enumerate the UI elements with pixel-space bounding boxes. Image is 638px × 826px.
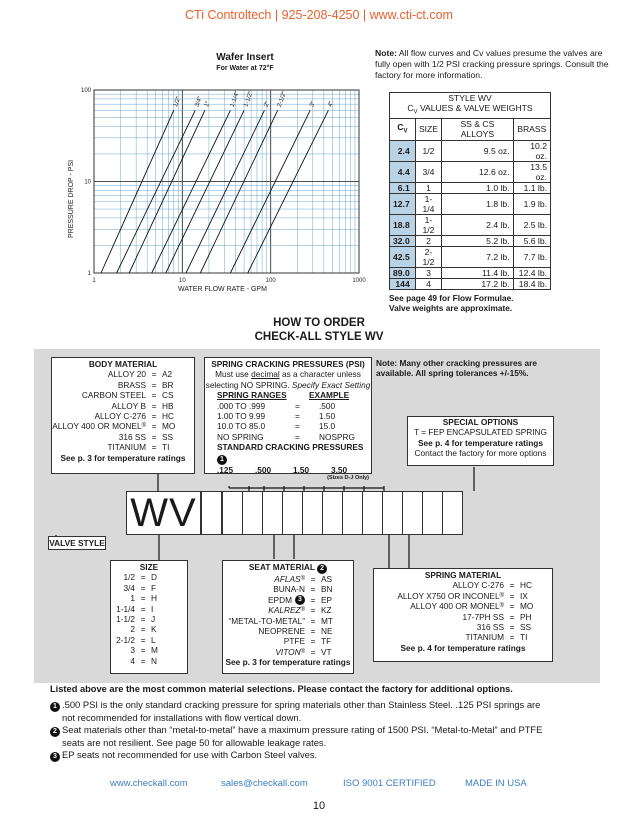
cv-cell: 4.4 <box>390 161 416 182</box>
footnote-marker-1-icon: 1 <box>217 455 227 465</box>
cv-cell: 12.6 oz. <box>442 161 513 182</box>
cv-cell: 5.6 lb. <box>513 235 550 246</box>
footnote-number-icon: 3 <box>50 752 60 762</box>
y-tick-label: 1 <box>87 271 91 277</box>
material-row: 2 = K <box>130 624 157 635</box>
y-axis-label: PRESSURE DROP - PSI <box>68 159 75 238</box>
code-boxes <box>126 491 500 535</box>
y-tick-label: 100 <box>80 88 91 94</box>
cv-cell: 5.2 lb. <box>442 235 513 246</box>
curve-line <box>129 110 205 273</box>
seat-material-box <box>222 560 354 674</box>
page-number: 10 <box>312 800 326 812</box>
flow-chart <box>60 78 375 298</box>
material-row: 3 = M <box>130 645 158 656</box>
material-row: ALLOY C-276 = HC <box>94 411 174 422</box>
material-row: 316 SS = SS <box>118 431 174 442</box>
footnote: 3 EP seats not recommended for use with Carbon Steel valves. <box>50 749 616 762</box>
material-row: 2-1/2 = L <box>116 634 156 645</box>
material-row: 17-7PH SS = PH <box>462 611 532 622</box>
cv-cell: 18.8 <box>390 214 416 235</box>
material-row: 1 = H <box>130 593 157 604</box>
size-title: SIZE <box>139 562 159 572</box>
code-cell <box>382 491 403 535</box>
cv-cell: 2.4 lb. <box>442 214 513 235</box>
range-row: 1.00 TO 9.99 = 1.50 <box>217 411 336 422</box>
cv-cell: 12.7 <box>390 193 416 214</box>
cv-row <box>390 214 551 235</box>
curve-line <box>186 110 264 273</box>
cv-cell: 3/4 <box>415 161 442 182</box>
special-options-title: SPECIAL OPTIONS <box>442 417 519 427</box>
note-text: All flow curves and Cv values presume the valves are fully open with 1/2 PSI cracking pressure springs. Consult the factory for more information. <box>375 48 609 80</box>
cv-cell: 11.4 lb. <box>442 267 513 278</box>
curve-label: 3/4" <box>193 95 204 108</box>
cv-cell: 1-1/2 <box>415 214 442 235</box>
std-title: STANDARD CRACKING PRESSURES <box>217 442 364 453</box>
registered-icon: ® <box>300 607 305 614</box>
range-row: .000 TO .999 = .500 <box>217 400 336 411</box>
footnote-number-icon: 1 <box>50 702 60 712</box>
cv-table <box>389 92 551 290</box>
cv-cell: 1.9 lb. <box>513 193 550 214</box>
spring-material-foot: See p. 4 for temperature ratings <box>400 642 526 653</box>
footnote-marker-3-icon: 3 <box>295 595 305 605</box>
material-row: 3/4 = F <box>123 582 157 593</box>
material-row: ALLOY B = HB <box>111 400 174 411</box>
material-row: CARBON STEEL = CS <box>81 390 174 401</box>
material-row: AFLAS ® = AS <box>274 574 333 584</box>
body-material-box <box>51 357 195 474</box>
footnote-marker-2-icon: 2 <box>317 564 327 574</box>
x-tick-label: 1000 <box>352 278 366 284</box>
cv-row <box>390 235 551 246</box>
code-cell <box>262 491 283 535</box>
curve-line <box>248 110 329 273</box>
curve-label: 1/2" <box>172 95 183 108</box>
curve-label: 3" <box>308 100 317 108</box>
footnote-cont: not recommended for installations with flow vertical down. <box>62 712 302 723</box>
cv-row <box>390 246 551 267</box>
code-cell <box>422 491 443 535</box>
seat-material-title: SEAT MATERIAL <box>248 562 315 572</box>
code-cell <box>322 491 343 535</box>
material-row: KALREZ ® = KZ <box>268 605 332 616</box>
footnotes <box>50 699 616 762</box>
material-row: 1-1/4 = I <box>116 603 154 614</box>
note-label: Note: <box>375 48 397 58</box>
curve-label: 4" <box>326 100 336 108</box>
code-cell <box>402 491 423 535</box>
valve-style-label: VALVE STYLE <box>49 538 105 548</box>
code-cell <box>302 491 323 535</box>
material-row: NEOPRENE = NE <box>258 626 333 637</box>
cv-cell: 2.4 <box>390 140 416 161</box>
cv-cell: 89.0 <box>390 267 416 278</box>
curve-label: 2" <box>262 100 272 108</box>
y-tick-label: 10 <box>84 179 91 186</box>
cv-title1: STYLE WV <box>390 93 551 104</box>
col-brass: BRASS <box>513 118 550 140</box>
cv-cell: 18.4 lb. <box>513 278 550 289</box>
code-cell <box>222 491 243 535</box>
cv-cell: 1/2 <box>415 140 442 161</box>
cv-cell: 2.5 lb. <box>513 214 550 235</box>
cv-cell: 42.5 <box>390 246 416 267</box>
footer-made: MADE IN USA <box>465 778 527 789</box>
cv-row <box>390 140 551 161</box>
footnote: 2 Seat materials other than “metal-to-metal” have a maximum pressure rating of 1500 PSI. “Metal-to-Metal” and PTFE <box>50 724 616 737</box>
chart-subtitle: For Water at 72°F <box>216 65 274 72</box>
cv-row <box>390 182 551 193</box>
cv-cell: 1.1 lb. <box>513 182 550 193</box>
registered-icon: ® <box>499 603 504 610</box>
x-axis-label: WATER FLOW RATE - GPM <box>178 286 267 293</box>
cv-cell: 32.0 <box>390 235 416 246</box>
cv-cell: 144 <box>390 278 416 289</box>
registered-icon: ® <box>300 648 305 655</box>
curve-label: 2-1/2" <box>275 90 289 108</box>
footer-iso: ISO 9001 CERTIFIED <box>343 778 436 789</box>
material-row: 1-1/2 = J <box>116 614 156 625</box>
cv-cell: 1.8 lb. <box>442 193 513 214</box>
material-row: BUNA-N = BN <box>273 584 333 595</box>
range-row: 10.0 TO 85.0 = 15.0 <box>217 421 336 432</box>
sizes-note: (Sizes D-J Only) <box>327 475 369 482</box>
x-tick-label: 100 <box>265 278 276 284</box>
cv-cell: 6.1 <box>390 182 416 193</box>
order-title: HOW TO ORDER CHECK-ALL STYLE WV <box>254 317 384 343</box>
material-row: PTFE = TF <box>283 636 332 647</box>
cv-cell: 10.2 oz. <box>513 140 550 161</box>
material-row: TITANIUM = TI <box>107 442 170 453</box>
flow-note <box>375 48 615 81</box>
footer-email[interactable]: sales@checkall.com <box>221 778 308 789</box>
material-row: 4 = N <box>130 655 157 666</box>
cv-cell: 2 <box>415 235 442 246</box>
material-row: ALLOY X750 OR INCONEL ® = IX <box>397 590 528 601</box>
col-cv: $C_V$ <box>390 118 416 140</box>
spring-pressures-title: SPRING CRACKING PRESSURES (PSI) <box>211 359 365 369</box>
cv-cell: 7.7 lb. <box>513 246 550 267</box>
cv-cell: 12.4 lb. <box>513 267 550 278</box>
curve-label: 1" <box>203 100 212 108</box>
material-row: ALLOY 20 = A2 <box>107 369 173 380</box>
cv-cell: 1-1/4 <box>415 193 442 214</box>
material-row: 316 SS = SS <box>476 622 532 633</box>
x-tick-label: 10 <box>178 278 186 284</box>
listed-note: Listed above are the most common material selections. Please contact the factory for additional options. <box>50 684 513 694</box>
cv-cell: 1.0 lb. <box>442 182 513 193</box>
spring-material-title: SPRING MATERIAL <box>424 570 502 580</box>
note2: Note: Many other cracking pressures are available. All spring tolerances +/-15%. <box>376 358 537 379</box>
code-cell <box>282 491 303 535</box>
cv-cell: 17.2 lb. <box>442 278 513 289</box>
code-cell <box>342 491 363 535</box>
cv-cell: 9.5 oz. <box>442 140 513 161</box>
cv-footer2: Valve weights are approximate. <box>389 303 513 314</box>
material-row: BRASS = BR <box>117 379 174 390</box>
material-row: ALLOY 400 OR MONEL ® = MO <box>52 421 176 432</box>
cv-cell: 7.2 lb. <box>442 246 513 267</box>
code-cell <box>362 491 383 535</box>
curve-line <box>166 110 244 273</box>
material-row: ALLOY C-276 = HC <box>452 580 532 591</box>
special-options-box: SPECIAL OPTIONS T = FEP ENCAPSULATED SPRING See p. 4 for temperature ratings Contact the factory for more options <box>407 416 554 466</box>
header-contact: CTi Controltech | 925-208-4250 | www.cti-ct.com <box>185 8 453 22</box>
col-size: SIZE <box>415 118 442 140</box>
footnote: 1 .500 PSI is the only standard cracking pressure for spring materials other than Stainless Steel. .125 PSI springs are <box>50 699 616 712</box>
code-wv: WV <box>126 491 201 535</box>
col-ss: SS & CS ALLOYS <box>442 118 513 140</box>
std-value: 1.50 <box>293 464 310 475</box>
cv-cell: 3 <box>415 267 442 278</box>
cv-row <box>390 278 551 289</box>
chart-curve-labels <box>172 90 335 108</box>
code-cell <box>201 491 222 535</box>
chart-curves <box>101 110 328 273</box>
cv-row <box>390 161 551 182</box>
cv-footer1: See page 49 for Flow Formulae. <box>389 292 514 303</box>
std-value: .125 <box>217 464 234 475</box>
spring-pressures-box: SPRING CRACKING PRESSURES (PSI) Must use decimal as a character unless selecting NO SPRING. Specify Exact Setting SPRING RANGES EXAMPLE .000 TO .999 = .500 1.00 TO 9.99 = 1.50 10.0 TO 85.0 = 15.0 NO SPRING = NOSPRG STANDARD CRACKING PRESSURES 1 .125 .500 1.50 3.50 (Sizes D-J Only) <box>205 359 371 482</box>
x-tick-label: 1 <box>92 278 96 284</box>
footnote-number-icon: 2 <box>50 727 60 737</box>
range-row: NO SPRING = NOSPRG <box>217 431 355 442</box>
code-cell <box>242 491 263 535</box>
registered-icon: ® <box>141 423 146 430</box>
registered-icon: ® <box>300 576 305 582</box>
material-row: EPDM 3 = EP <box>268 594 333 605</box>
curve-line <box>200 110 277 273</box>
registered-icon: ® <box>499 592 504 599</box>
cv-cell: 4 <box>415 278 442 289</box>
material-row: TITANIUM = TI <box>465 632 528 643</box>
footer-web[interactable]: www.checkall.com <box>110 778 188 789</box>
code-cell <box>442 491 463 535</box>
chart-title: Wafer Insert <box>216 52 274 63</box>
curve-label: 1-1/2" <box>242 90 255 108</box>
footnote-cont: seats are not resilient. See page 50 for allowable leakage rates. <box>62 737 327 748</box>
cv-table-wrap <box>389 92 551 314</box>
size-box <box>110 560 188 674</box>
material-row: VITON ® = VT <box>275 646 332 657</box>
material-row: “METAL-TO-METAL” = MT <box>228 615 333 626</box>
cv-cell: 1 <box>415 182 442 193</box>
cv-cell: 2-1/2 <box>415 246 442 267</box>
curve-label: 1-1/4" <box>228 90 241 108</box>
spring-material-box <box>373 568 553 662</box>
cv-cell: 13.5 oz. <box>513 161 550 182</box>
material-row: ALLOY 400 OR MONEL ® = MO <box>410 601 534 612</box>
cv-title2: $C_V$ VALUES & VALVE WEIGHTS <box>390 103 551 118</box>
material-row: 1/2 = D <box>123 572 157 583</box>
std-value: 3.50 <box>331 464 348 475</box>
std-value: .500 <box>255 464 272 475</box>
curve-line <box>152 110 231 273</box>
body-material-foot: See p. 3 for temperature ratings <box>60 452 186 463</box>
cv-row <box>390 267 551 278</box>
body-material-title: BODY MATERIAL <box>88 359 158 369</box>
seat-material-foot: See p. 3 for temperature ratings <box>225 657 351 668</box>
cv-row <box>390 193 551 214</box>
